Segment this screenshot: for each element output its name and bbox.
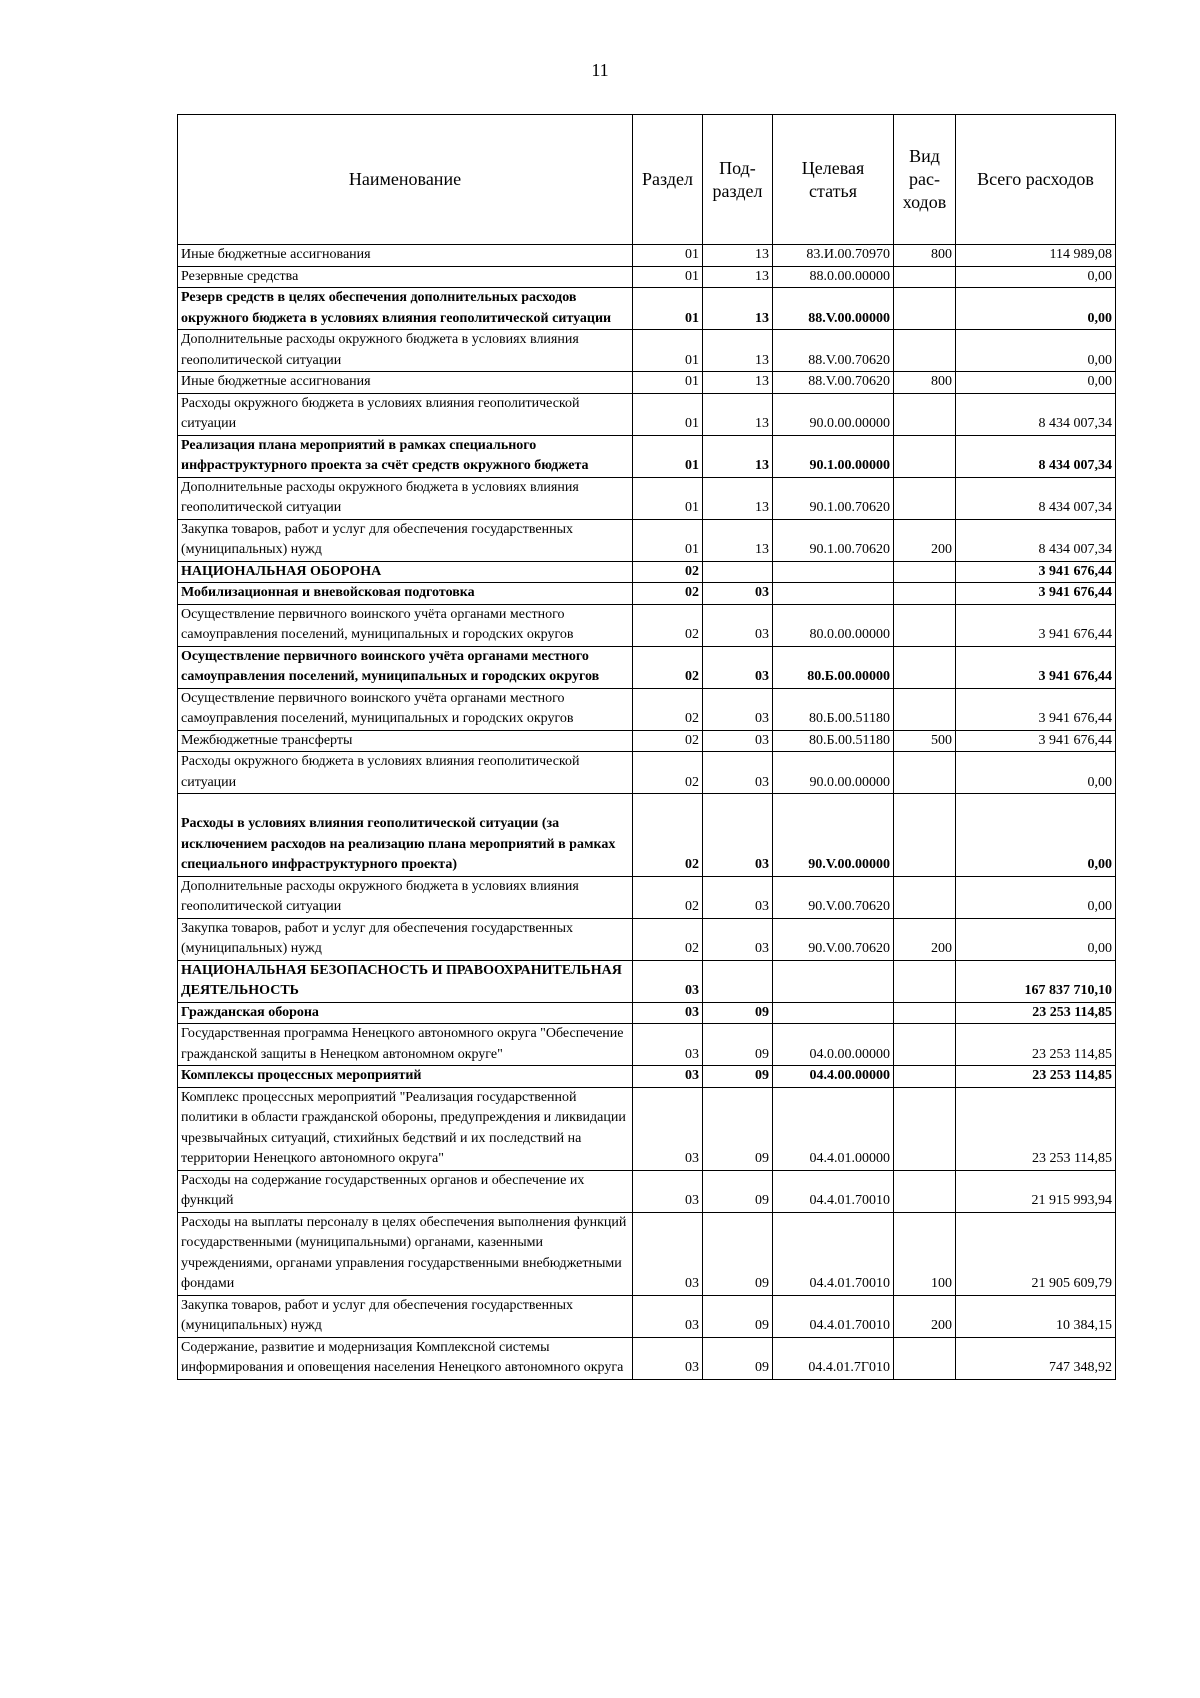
total-cell: 0,00 bbox=[956, 372, 1116, 394]
subsection-cell: 03 bbox=[703, 604, 773, 646]
type-cell: 800 bbox=[894, 245, 956, 267]
subsection-cell: 09 bbox=[703, 1002, 773, 1024]
type-cell bbox=[894, 604, 956, 646]
total-cell: 0,00 bbox=[956, 918, 1116, 960]
subsection-cell: 13 bbox=[703, 519, 773, 561]
header-section bbox=[633, 115, 703, 245]
total-cell: 23 253 114,85 bbox=[956, 1024, 1116, 1066]
name-cell: Расходы на выплаты персоналу в целях обеспечения выполнения функций государственными (муниципальными) органами, казенными учреждениями, органами управления государственными внебюджетными фондами bbox=[178, 1212, 633, 1295]
total-cell: 0,00 bbox=[956, 876, 1116, 918]
section-cell: 03 bbox=[633, 1066, 703, 1088]
target-cell: 90.1.00.70620 bbox=[773, 519, 894, 561]
name-cell: НАЦИОНАЛЬНАЯ ОБОРОНА bbox=[178, 561, 633, 583]
target-cell: 90.0.00.00000 bbox=[773, 393, 894, 435]
section-cell: 02 bbox=[633, 646, 703, 688]
total-cell: 0,00 bbox=[956, 288, 1116, 330]
table-row bbox=[178, 604, 1116, 646]
table-row bbox=[178, 752, 1116, 794]
total-cell: 8 434 007,34 bbox=[956, 519, 1116, 561]
target-cell: 90.0.00.00000 bbox=[773, 752, 894, 794]
name-cell: НАЦИОНАЛЬНАЯ БЕЗОПАСНОСТЬ И ПРАВООХРАНИТЕЛЬНАЯ ДЕЯТЕЛЬНОСТЬ bbox=[178, 960, 633, 1002]
name-cell: Резерв средств в целях обеспечения дополнительных расходов окружного бюджета в условиях влияния геополитической ситуации bbox=[178, 288, 633, 330]
type-cell bbox=[894, 435, 956, 477]
target-cell: 88.0.00.00000 bbox=[773, 266, 894, 288]
type-cell bbox=[894, 393, 956, 435]
header-subsection-label: Под- раздел bbox=[712, 157, 763, 201]
section-cell: 03 bbox=[633, 1087, 703, 1170]
subsection-cell: 13 bbox=[703, 266, 773, 288]
target-cell: 04.4.01.70010 bbox=[773, 1212, 894, 1295]
table-row bbox=[178, 794, 1116, 877]
type-cell: 100 bbox=[894, 1212, 956, 1295]
section-cell: 03 bbox=[633, 1212, 703, 1295]
table-row bbox=[178, 960, 1116, 1002]
name-cell: Расходы на содержание государственных органов и обеспечение их функций bbox=[178, 1170, 633, 1212]
name-cell: Осуществление первичного воинского учёта органами местного самоуправления поселений, муниципальных и городских округов bbox=[178, 604, 633, 646]
type-cell: 200 bbox=[894, 1295, 956, 1337]
total-cell: 3 941 676,44 bbox=[956, 604, 1116, 646]
name-cell: Мобилизационная и вневойсковая подготовка bbox=[178, 583, 633, 605]
header-type-label: Вид рас- ходов bbox=[902, 146, 947, 212]
target-cell: 83.И.00.70970 bbox=[773, 245, 894, 267]
subsection-cell: 13 bbox=[703, 330, 773, 372]
type-cell bbox=[894, 561, 956, 583]
name-cell: Комплекс процессных мероприятий "Реализация государственной политики в области гражданской обороны, предупреждения и ликвидации чрезвычайных ситуаций, стихийных бедствий и их последствий на территории Ненецкого автономного округа" bbox=[178, 1087, 633, 1170]
type-cell bbox=[894, 477, 956, 519]
table-header-row bbox=[178, 115, 1116, 245]
name-cell: Содержание, развитие и модернизация Комплексной системы информирования и оповещения населения Ненецкого автономного округа bbox=[178, 1337, 633, 1379]
target-cell: 04.0.00.00000 bbox=[773, 1024, 894, 1066]
target-cell: 90.V.00.70620 bbox=[773, 918, 894, 960]
name-cell: Закупка товаров, работ и услуг для обеспечения государственных (муниципальных) нужд bbox=[178, 1295, 633, 1337]
name-cell: Расходы в условиях влияния геополитической ситуации (за исключением расходов на реализацию плана мероприятий в рамках специального инфраструктурного проекта) bbox=[178, 794, 633, 877]
type-cell: 200 bbox=[894, 519, 956, 561]
name-cell: Расходы окружного бюджета в условиях влияния геополитической ситуации bbox=[178, 393, 633, 435]
table-row bbox=[178, 435, 1116, 477]
header-total-label: Всего расходов bbox=[977, 169, 1094, 189]
table-row bbox=[178, 372, 1116, 394]
section-cell: 01 bbox=[633, 372, 703, 394]
name-cell: Закупка товаров, работ и услуг для обеспечения государственных (муниципальных) нужд bbox=[178, 519, 633, 561]
name-cell: Дополнительные расходы окружного бюджета в условиях влияния геополитической ситуации bbox=[178, 330, 633, 372]
subsection-cell: 03 bbox=[703, 583, 773, 605]
section-cell: 02 bbox=[633, 604, 703, 646]
type-cell bbox=[894, 1024, 956, 1066]
section-cell: 02 bbox=[633, 561, 703, 583]
subsection-cell: 03 bbox=[703, 752, 773, 794]
subsection-cell bbox=[703, 561, 773, 583]
table-row bbox=[178, 918, 1116, 960]
section-cell: 01 bbox=[633, 435, 703, 477]
table-row bbox=[178, 688, 1116, 730]
subsection-cell: 03 bbox=[703, 688, 773, 730]
total-cell: 167 837 710,10 bbox=[956, 960, 1116, 1002]
header-section-label: Раздел bbox=[642, 169, 693, 189]
total-cell: 3 941 676,44 bbox=[956, 583, 1116, 605]
subsection-cell: 03 bbox=[703, 794, 773, 877]
table-row bbox=[178, 1087, 1116, 1170]
target-cell: 04.4.01.70010 bbox=[773, 1295, 894, 1337]
table-row bbox=[178, 646, 1116, 688]
name-cell: Государственная программа Ненецкого автономного округа "Обеспечение гражданской защиты в Ненецком автономном округе" bbox=[178, 1024, 633, 1066]
target-cell: 88.V.00.70620 bbox=[773, 372, 894, 394]
subsection-cell: 03 bbox=[703, 918, 773, 960]
section-cell: 02 bbox=[633, 730, 703, 752]
type-cell: 500 bbox=[894, 730, 956, 752]
subsection-cell: 09 bbox=[703, 1212, 773, 1295]
section-cell: 03 bbox=[633, 1337, 703, 1379]
name-cell: Дополнительные расходы окружного бюджета в условиях влияния геополитической ситуации bbox=[178, 876, 633, 918]
target-cell: 90.1.00.70620 bbox=[773, 477, 894, 519]
subsection-cell: 03 bbox=[703, 646, 773, 688]
total-cell: 3 941 676,44 bbox=[956, 688, 1116, 730]
target-cell: 04.4.00.00000 bbox=[773, 1066, 894, 1088]
name-cell: Осуществление первичного воинского учёта органами местного самоуправления поселений, муниципальных и городских округов bbox=[178, 688, 633, 730]
name-cell: Гражданская оборона bbox=[178, 1002, 633, 1024]
total-cell: 0,00 bbox=[956, 266, 1116, 288]
type-cell bbox=[894, 288, 956, 330]
section-cell: 03 bbox=[633, 1002, 703, 1024]
name-cell: Расходы окружного бюджета в условиях влияния геополитической ситуации bbox=[178, 752, 633, 794]
budget-table bbox=[177, 114, 1116, 1380]
table-row bbox=[178, 266, 1116, 288]
type-cell bbox=[894, 1170, 956, 1212]
target-cell bbox=[773, 1002, 894, 1024]
target-cell: 90.1.00.00000 bbox=[773, 435, 894, 477]
subsection-cell: 09 bbox=[703, 1337, 773, 1379]
type-cell: 800 bbox=[894, 372, 956, 394]
total-cell: 23 253 114,85 bbox=[956, 1087, 1116, 1170]
subsection-cell: 09 bbox=[703, 1087, 773, 1170]
target-cell bbox=[773, 583, 894, 605]
target-cell: 04.4.01.7Г010 bbox=[773, 1337, 894, 1379]
page-number: 11 bbox=[591, 60, 609, 80]
table-row bbox=[178, 519, 1116, 561]
table-row bbox=[178, 1295, 1116, 1337]
type-cell bbox=[894, 1002, 956, 1024]
target-cell: 80.0.00.00000 bbox=[773, 604, 894, 646]
table-row bbox=[178, 1170, 1116, 1212]
header-name bbox=[178, 115, 633, 245]
section-cell: 03 bbox=[633, 1170, 703, 1212]
section-cell: 03 bbox=[633, 1295, 703, 1337]
table-row bbox=[178, 1337, 1116, 1379]
section-cell: 02 bbox=[633, 876, 703, 918]
table-row bbox=[178, 477, 1116, 519]
subsection-cell: 03 bbox=[703, 730, 773, 752]
type-cell bbox=[894, 1066, 956, 1088]
subsection-cell: 13 bbox=[703, 372, 773, 394]
total-cell: 0,00 bbox=[956, 330, 1116, 372]
section-cell: 02 bbox=[633, 794, 703, 877]
section-cell: 02 bbox=[633, 688, 703, 730]
target-cell bbox=[773, 561, 894, 583]
name-cell: Дополнительные расходы окружного бюджета в условиях влияния геополитической ситуации bbox=[178, 477, 633, 519]
type-cell bbox=[894, 646, 956, 688]
section-cell: 01 bbox=[633, 288, 703, 330]
total-cell: 21 905 609,79 bbox=[956, 1212, 1116, 1295]
type-cell bbox=[894, 583, 956, 605]
header-subsection bbox=[703, 115, 773, 245]
type-cell bbox=[894, 876, 956, 918]
type-cell bbox=[894, 1337, 956, 1379]
table-row bbox=[178, 583, 1116, 605]
subsection-cell: 13 bbox=[703, 477, 773, 519]
type-cell bbox=[894, 960, 956, 1002]
subsection-cell: 09 bbox=[703, 1170, 773, 1212]
type-cell bbox=[894, 794, 956, 877]
total-cell: 23 253 114,85 bbox=[956, 1002, 1116, 1024]
table-row bbox=[178, 1024, 1116, 1066]
header-total bbox=[956, 115, 1116, 245]
header-name-label: Наименование bbox=[348, 169, 462, 189]
target-cell: 90.V.00.00000 bbox=[773, 794, 894, 877]
table-row bbox=[178, 1066, 1116, 1088]
section-cell: 01 bbox=[633, 266, 703, 288]
name-cell: Иные бюджетные ассигнования bbox=[178, 245, 633, 267]
target-cell: 80.Б.00.00000 bbox=[773, 646, 894, 688]
subsection-cell: 09 bbox=[703, 1024, 773, 1066]
total-cell: 0,00 bbox=[956, 752, 1116, 794]
target-cell: 04.4.01.00000 bbox=[773, 1087, 894, 1170]
total-cell: 114 989,08 bbox=[956, 245, 1116, 267]
header-type bbox=[894, 115, 956, 245]
section-cell: 02 bbox=[633, 918, 703, 960]
target-cell: 04.4.01.70010 bbox=[773, 1170, 894, 1212]
target-cell: 88.V.00.70620 bbox=[773, 330, 894, 372]
table-row bbox=[178, 393, 1116, 435]
subsection-cell bbox=[703, 960, 773, 1002]
table-row bbox=[178, 245, 1116, 267]
table-row bbox=[178, 876, 1116, 918]
name-cell: Межбюджетные трансферты bbox=[178, 730, 633, 752]
target-cell: 90.V.00.70620 bbox=[773, 876, 894, 918]
type-cell bbox=[894, 752, 956, 794]
header-target-label: Целевая статья bbox=[801, 157, 865, 201]
total-cell: 747 348,92 bbox=[956, 1337, 1116, 1379]
total-cell: 23 253 114,85 bbox=[956, 1066, 1116, 1088]
total-cell: 21 915 993,94 bbox=[956, 1170, 1116, 1212]
section-cell: 02 bbox=[633, 752, 703, 794]
name-cell: Резервные средства bbox=[178, 266, 633, 288]
total-cell: 3 941 676,44 bbox=[956, 646, 1116, 688]
name-cell: Иные бюджетные ассигнования bbox=[178, 372, 633, 394]
name-cell: Реализация плана мероприятий в рамках специального инфраструктурного проекта за счёт средств окружного бюджета bbox=[178, 435, 633, 477]
section-cell: 01 bbox=[633, 330, 703, 372]
subsection-cell: 09 bbox=[703, 1295, 773, 1337]
total-cell: 8 434 007,34 bbox=[956, 477, 1116, 519]
subsection-cell: 03 bbox=[703, 876, 773, 918]
total-cell: 8 434 007,34 bbox=[956, 393, 1116, 435]
total-cell: 3 941 676,44 bbox=[956, 561, 1116, 583]
section-cell: 03 bbox=[633, 1024, 703, 1066]
target-cell bbox=[773, 960, 894, 1002]
total-cell: 10 384,15 bbox=[956, 1295, 1116, 1337]
table-row bbox=[178, 330, 1116, 372]
subsection-cell: 13 bbox=[703, 288, 773, 330]
target-cell: 80.Б.00.51180 bbox=[773, 730, 894, 752]
table-row bbox=[178, 561, 1116, 583]
total-cell: 0,00 bbox=[956, 794, 1116, 877]
table-row bbox=[178, 1002, 1116, 1024]
type-cell bbox=[894, 688, 956, 730]
target-cell: 80.Б.00.51180 bbox=[773, 688, 894, 730]
section-cell: 02 bbox=[633, 583, 703, 605]
subsection-cell: 13 bbox=[703, 393, 773, 435]
subsection-cell: 09 bbox=[703, 1066, 773, 1088]
section-cell: 01 bbox=[633, 477, 703, 519]
header-target bbox=[773, 115, 894, 245]
table-row bbox=[178, 288, 1116, 330]
total-cell: 8 434 007,34 bbox=[956, 435, 1116, 477]
type-cell bbox=[894, 266, 956, 288]
name-cell: Закупка товаров, работ и услуг для обеспечения государственных (муниципальных) нужд bbox=[178, 918, 633, 960]
section-cell: 03 bbox=[633, 960, 703, 1002]
table-row bbox=[178, 1212, 1116, 1295]
target-cell: 88.V.00.00000 bbox=[773, 288, 894, 330]
section-cell: 01 bbox=[633, 519, 703, 561]
table-row bbox=[178, 730, 1116, 752]
subsection-cell: 13 bbox=[703, 435, 773, 477]
total-cell: 3 941 676,44 bbox=[956, 730, 1116, 752]
type-cell bbox=[894, 330, 956, 372]
section-cell: 01 bbox=[633, 245, 703, 267]
type-cell bbox=[894, 1087, 956, 1170]
section-cell: 01 bbox=[633, 393, 703, 435]
name-cell: Осуществление первичного воинского учёта органами местного самоуправления поселений, муниципальных и городских округов bbox=[178, 646, 633, 688]
name-cell: Комплексы процессных мероприятий bbox=[178, 1066, 633, 1088]
type-cell: 200 bbox=[894, 918, 956, 960]
table-body bbox=[178, 245, 1116, 1380]
subsection-cell: 13 bbox=[703, 245, 773, 267]
